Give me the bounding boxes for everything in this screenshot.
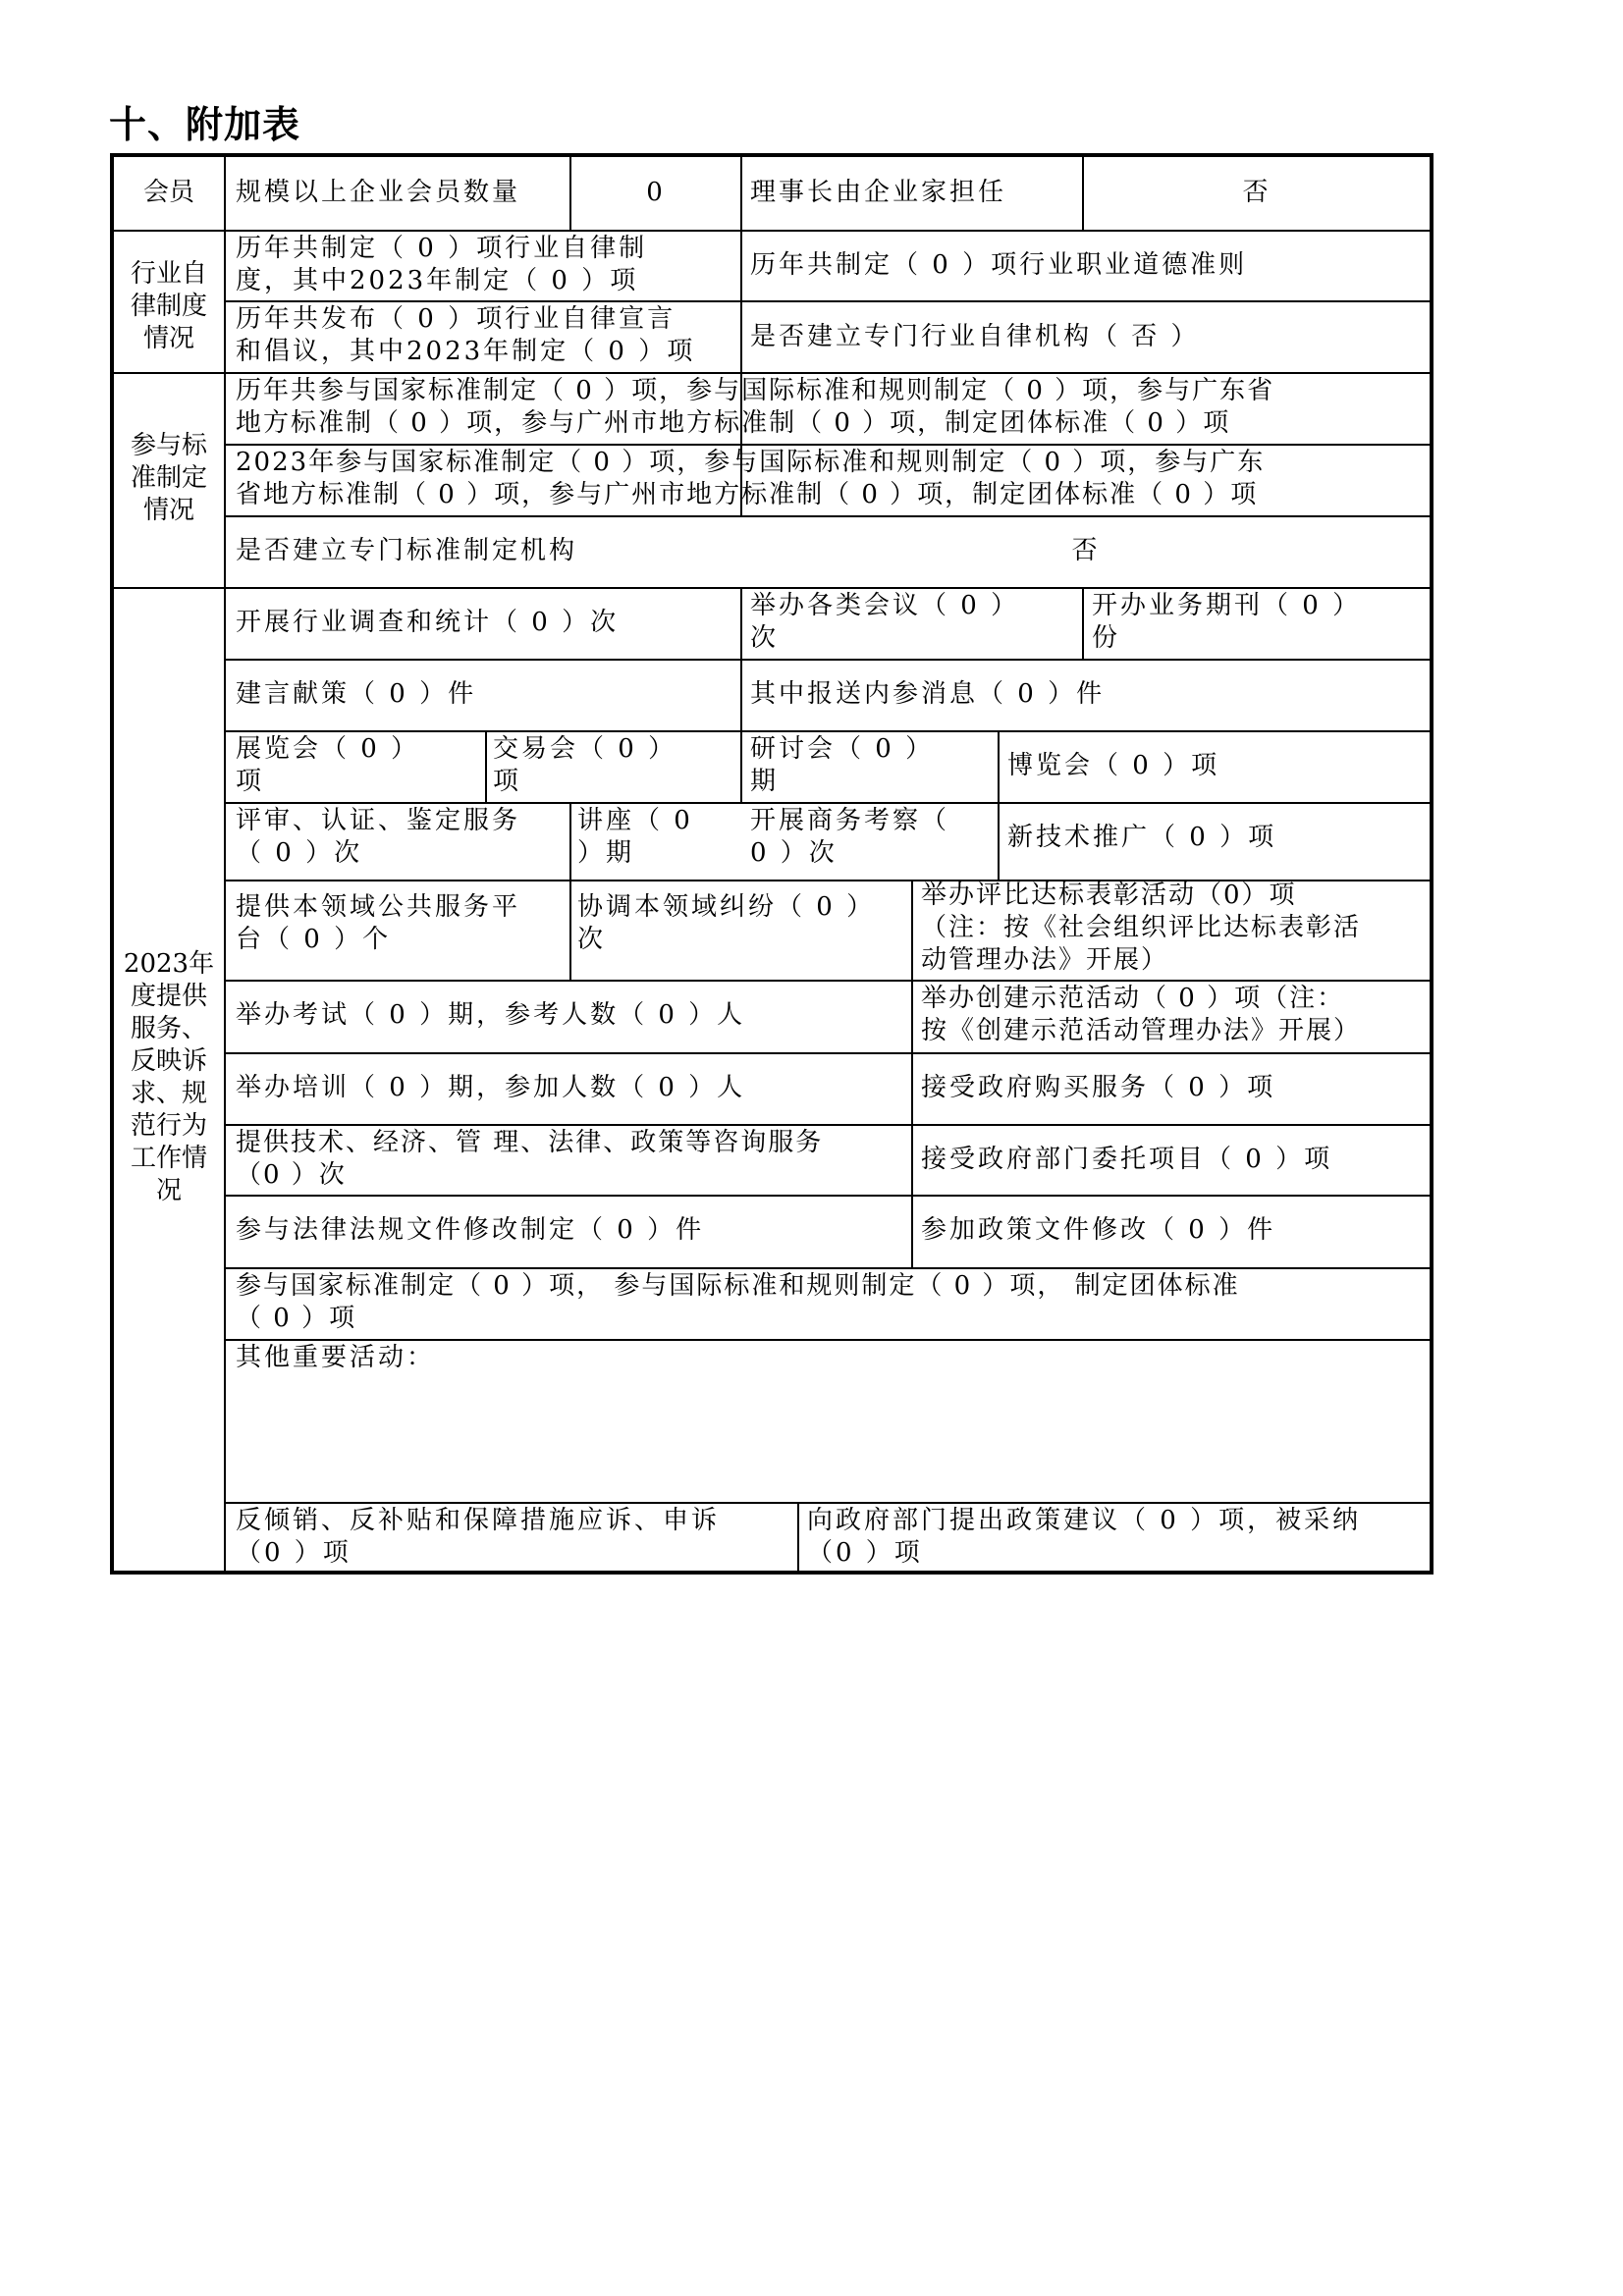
- row-divider: [224, 1267, 1430, 1269]
- label-line: 参与标: [130, 431, 207, 460]
- row-divider: [114, 587, 1430, 589]
- label-line: 况: [155, 1176, 182, 1205]
- periodical-count: 开办业务期刊（ 0 ） 份: [1092, 591, 1362, 653]
- col-divider: [569, 802, 571, 980]
- new-tech-count: 新技术推广（ 0 ）项: [1007, 823, 1277, 852]
- standards-agency-label: 是否建立专门标准制定机构: [236, 536, 578, 565]
- row-divider: [114, 230, 1430, 232]
- col-divider: [1082, 587, 1084, 659]
- row-divider: [224, 802, 1430, 804]
- gov-entrusted-count: 接受政府部门委托项目（ 0 ）项: [921, 1145, 1333, 1174]
- exam-count: 举办考试（ 0 ）期，参考人数（ 0 ）人: [236, 1000, 746, 1030]
- self-reg-rules-count: 历年共制定（ 0 ）项行业自律制 度，其中2023年制定（ 0 ）项: [236, 234, 648, 295]
- col-divider: [998, 730, 1000, 880]
- row-divider: [114, 372, 1430, 374]
- col-divider: [740, 587, 742, 802]
- row-divider: [224, 659, 1430, 661]
- section-label-services: [114, 948, 224, 1207]
- col-divider: [485, 730, 487, 802]
- self-reg-agency: 是否建立专门行业自律机构（ 否 ）: [750, 322, 1200, 351]
- row-divider: [224, 980, 1430, 982]
- col-divider: [797, 1502, 799, 1571]
- policy-suggestion-count: 向政府部门提出政策建议（ 0 ）项，被采纳 （0 ）项: [807, 1506, 1362, 1568]
- section-label-self-regulation: [114, 258, 224, 355]
- label-line: 工作情: [130, 1144, 207, 1173]
- col-divider: [224, 157, 226, 1571]
- label-line: 求、规: [130, 1079, 207, 1108]
- label-line: 度提供: [130, 982, 207, 1011]
- label-line: 范行为: [130, 1111, 207, 1141]
- label-line: 情况: [142, 496, 194, 525]
- policy-revision-count: 参加政策文件修改（ 0 ）件: [921, 1215, 1276, 1245]
- self-reg-declarations-count: 历年共发布（ 0 ）项行业自律宣言 和倡议，其中2023年制定（ 0 ）项: [236, 304, 696, 366]
- row-divider: [224, 1124, 1430, 1126]
- row-divider: [224, 515, 1430, 517]
- seminar-count: 研讨会（ 0 ） 期: [750, 734, 935, 796]
- consulting-count: 提供技术、经济、管 理、法律、政策等咨询服务 （0 ）次: [236, 1128, 824, 1190]
- row-divider: [224, 1052, 1430, 1054]
- gov-purchase-count: 接受政府购买服务（ 0 ）项: [921, 1073, 1276, 1102]
- meetings-count: 举办各类会议（ 0 ） 次: [750, 591, 1020, 653]
- lecture-count: 讲座（ 0 ）期: [577, 806, 693, 868]
- standard-participation-count: 参与国家标准制定（ 0 ）项， 参与国际标准和规则制定（ 0 ）项， 制定团体标准 （ 0 ）项: [236, 1271, 1240, 1333]
- scale-members-value: 0: [646, 178, 666, 207]
- row-divider: [224, 730, 1430, 732]
- standards-agency-value: 否: [1071, 536, 1101, 565]
- chair-label: 理事长由企业家担任: [750, 178, 1007, 207]
- label-line: 行业自: [130, 259, 207, 289]
- label-line: 服务、: [130, 1014, 207, 1043]
- row-divider: [224, 1339, 1430, 1341]
- label-line: 律制度: [130, 292, 207, 321]
- page-heading: 十、附加表: [109, 103, 301, 146]
- label-line: 反映诉: [130, 1046, 207, 1076]
- scale-members-label: 规模以上企业会员数量: [236, 178, 521, 207]
- col-divider: [911, 880, 913, 1267]
- section-label-standards: [114, 430, 224, 527]
- expo-count: 博览会（ 0 ）项: [1007, 751, 1220, 780]
- survey-count: 开展行业调查和统计（ 0 ）次: [236, 608, 620, 637]
- demo-activities: 举办创建示范活动（ 0 ）项（注： 按《创建示范活动管理办法》开展）: [921, 984, 1362, 1045]
- platform-count: 提供本领域公共服务平 台（ 0 ）个: [236, 892, 521, 954]
- training-count: 举办培训（ 0 ）期，参加人数（ 0 ）人: [236, 1073, 746, 1102]
- appendix-table: [110, 153, 1434, 1575]
- label-line: 2023年: [123, 949, 215, 979]
- internal-reports-count: 其中报送内参消息（ 0 ）件: [750, 679, 1106, 709]
- business-tour-count: 开展商务考察（ 0 ）次: [750, 806, 950, 868]
- disputes-count: 协调本领域纠纷（ 0 ） 次: [577, 892, 876, 954]
- label-line: 准制定: [130, 463, 207, 493]
- other-activities-label: 其他重要活动：: [236, 1343, 436, 1372]
- standards-total: 历年共参与国家标准制定（ 0 ）项，参与国际标准和规则制定（ 0 ）项，参与广东省 地方标准制（ 0 ）项，参与广州市地方标准制（ 0 ）项，制定团体标准（ 0 ）项: [236, 376, 1275, 438]
- row-divider: [224, 444, 1430, 446]
- ethics-code-count: 历年共制定（ 0 ）项行业职业道德准则: [750, 250, 1248, 280]
- standards-2023: 2023年参与国家标准制定（ 0 ）项，参与国际标准和规则制定（ 0 ）项，参与广东 省地方标准制（ 0 ）项，参与广州市地方标准制（ 0 ）项，制定团体标准（ 0 ）项: [236, 448, 1266, 509]
- evaluation-count: 评审、认证、鉴定服务 （ 0 ）次: [236, 806, 521, 868]
- chair-value: 否: [1242, 178, 1271, 207]
- law-revision-count: 参与法律法规文件修改制定（ 0 ）件: [236, 1215, 705, 1245]
- trade-remedy-count: 反倾销、反补贴和保障措施应诉、申诉 （0 ）项: [236, 1506, 721, 1568]
- exhibition-count: 展览会（ 0 ） 项: [236, 734, 420, 796]
- label-line: 情况: [142, 324, 194, 353]
- trade-fair-count: 交易会（ 0 ） 项: [493, 734, 677, 796]
- row-divider: [224, 1502, 1430, 1504]
- section-label-members: 会员: [142, 178, 194, 207]
- row-divider: [224, 1195, 1430, 1197]
- row-divider: [224, 300, 1430, 302]
- advice-count: 建言献策（ 0 ）件: [236, 679, 477, 709]
- commend-activities: 举办评比达标表彰活动（0）项 （注：按《社会组织评比达标表彰活 动管理办法》开展）: [921, 881, 1362, 975]
